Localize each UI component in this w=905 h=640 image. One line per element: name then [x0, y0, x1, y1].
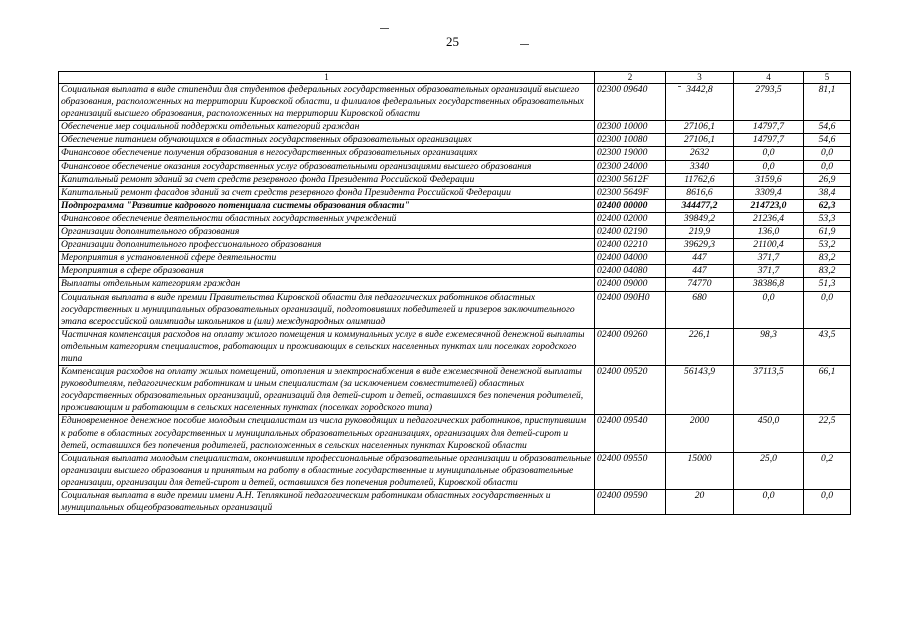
- table-row: [59, 328, 851, 365]
- row-name-cell: Финансовое обеспечение получения образования в негосударственных образовательных организациях: [59, 147, 595, 160]
- budget-table-body: [59, 72, 851, 515]
- column-header: 4: [734, 72, 804, 84]
- table-row: [59, 212, 851, 225]
- row-plan-cell: 15000: [666, 452, 734, 489]
- table-row: [59, 84, 851, 121]
- row-actual-cell: 98,3: [734, 328, 804, 365]
- row-code-cell: 02400 09550: [595, 452, 666, 489]
- row-actual-cell: 14797,7: [734, 134, 804, 147]
- row-code-cell: 02400 09260: [595, 328, 666, 365]
- row-percent-cell: 0,0: [804, 490, 851, 515]
- row-plan-cell: 680: [666, 291, 734, 328]
- row-code-cell: 02400 09590: [595, 490, 666, 515]
- row-plan-cell: 3442,8: [666, 84, 734, 121]
- page-number: 25: [446, 34, 459, 49]
- row-plan-cell: 447: [666, 265, 734, 278]
- table-row: [59, 265, 851, 278]
- row-code-cell: 02400 02000: [595, 212, 666, 225]
- row-percent-cell: 51,3: [804, 278, 851, 291]
- row-name-cell: Социальная выплата в виде премии имени А.Н. Теплякиной педагогическим работникам областных государственных и муниципальных общеобразовательных организаций: [59, 490, 595, 515]
- row-percent-cell: 83,2: [804, 252, 851, 265]
- row-plan-cell: 56143,9: [666, 366, 734, 415]
- row-plan-cell: 27106,1: [666, 121, 734, 134]
- row-name-cell: Мероприятия в сфере образования: [59, 265, 595, 278]
- row-code-cell: 02400 02210: [595, 239, 666, 252]
- row-name-cell: Обеспечение питанием обучающихся в областных государственных образовательных организациях: [59, 134, 595, 147]
- row-plan-cell: 11762,6: [666, 173, 734, 186]
- column-number-row: [59, 72, 851, 84]
- row-plan-cell: 2000: [666, 415, 734, 452]
- table-row: [59, 366, 851, 415]
- row-percent-cell: 53,3: [804, 212, 851, 225]
- row-name-cell: Финансовое обеспечение оказания государственных услуг образовательными организациями высшего образования: [59, 160, 595, 173]
- row-percent-cell: 54,6: [804, 121, 851, 134]
- column-header: 3: [666, 72, 734, 84]
- row-plan-cell: 219,9: [666, 226, 734, 239]
- budget-table: [58, 71, 851, 515]
- scan-mark: [520, 44, 529, 45]
- row-plan-cell: 344477,2: [666, 199, 734, 212]
- row-code-cell: 02400 00000: [595, 199, 666, 212]
- row-actual-cell: 14797,7: [734, 121, 804, 134]
- row-plan-cell: 8616,6: [666, 186, 734, 199]
- row-percent-cell: 0,0: [804, 147, 851, 160]
- row-name-cell: Социальная выплата в виде премии Правительства Кировской области для педагогических работников областных государственных и муниципальных образовательных организаций, подготовивших победителей и призеров заключительного этапа всероссийской олимпиады школьников и (или) международных олимпиад: [59, 291, 595, 328]
- scan-mark: [678, 86, 681, 87]
- table-row: [59, 415, 851, 452]
- row-actual-cell: 25,0: [734, 452, 804, 489]
- table-row: [59, 291, 851, 328]
- row-code-cell: 02400 09540: [595, 415, 666, 452]
- table-row: [59, 278, 851, 291]
- row-plan-cell: 39629,3: [666, 239, 734, 252]
- row-name-cell: Капитальный ремонт зданий за счет средств резервного фонда Президента Российской Федерации: [59, 173, 595, 186]
- row-percent-cell: 81,1: [804, 84, 851, 121]
- table-row: [59, 134, 851, 147]
- row-actual-cell: 21236,4: [734, 212, 804, 225]
- row-name-cell: Социальная выплата молодым специалистам, окончившим профессиональные образовательные организации и образовательные организации высшего образования и принятым на работу в областные государственные и муниципальные образовательные организации, организации для детей-сирот и детей, оставшихся без попечения родителей, Кировской области: [59, 452, 595, 489]
- row-code-cell: 02400 04000: [595, 252, 666, 265]
- table-row: [59, 147, 851, 160]
- table-row: [59, 226, 851, 239]
- row-percent-cell: 0,2: [804, 452, 851, 489]
- table-row: [59, 173, 851, 186]
- row-code-cell: 02300 10080: [595, 134, 666, 147]
- row-actual-cell: 0,0: [734, 490, 804, 515]
- row-actual-cell: 3159,6: [734, 173, 804, 186]
- row-code-cell: 02400 090Н0: [595, 291, 666, 328]
- row-actual-cell: 2793,5: [734, 84, 804, 121]
- row-plan-cell: 74770: [666, 278, 734, 291]
- row-percent-cell: 38,4: [804, 186, 851, 199]
- row-percent-cell: 66,1: [804, 366, 851, 415]
- scan-mark: [380, 28, 389, 29]
- row-plan-cell: 447: [666, 252, 734, 265]
- row-name-cell: Единовременное денежное пособие молодым специалистам из числа руководящих и педагогических работников, приступившим к работе в областных государственных и муниципальных образовательных организациях, организациях для детей-сирот и детей, оставшихся без попечения родителей, расположенных в сельских населенных пунктах Кировской области: [59, 415, 595, 452]
- row-code-cell: 02300 10000: [595, 121, 666, 134]
- row-name-cell: Организации дополнительного образования: [59, 226, 595, 239]
- row-actual-cell: 371,7: [734, 252, 804, 265]
- row-actual-cell: 214723,0: [734, 199, 804, 212]
- column-header: 2: [595, 72, 666, 84]
- row-name-cell: Финансовое обеспечение деятельности областных государственных учреждений: [59, 212, 595, 225]
- table-row: [59, 186, 851, 199]
- row-code-cell: 02400 09520: [595, 366, 666, 415]
- row-code-cell: 02300 24000: [595, 160, 666, 173]
- row-actual-cell: 38386,8: [734, 278, 804, 291]
- table-row: [59, 121, 851, 134]
- column-header: 5: [804, 72, 851, 84]
- row-name-cell: Капитальный ремонт фасадов зданий за счет средств резервного фонда Президента Российской Федерации: [59, 186, 595, 199]
- row-actual-cell: 21100,4: [734, 239, 804, 252]
- row-actual-cell: 0,0: [734, 147, 804, 160]
- row-code-cell: 02300 19000: [595, 147, 666, 160]
- row-name-cell: Организации дополнительного профессионального образования: [59, 239, 595, 252]
- row-code-cell: 02400 09000: [595, 278, 666, 291]
- row-actual-cell: 371,7: [734, 265, 804, 278]
- row-name-cell: Подпрограмма "Развитие кадрового потенциала системы образования области": [59, 199, 595, 212]
- row-code-cell: 02400 02190: [595, 226, 666, 239]
- row-name-cell: Обеспечение мер социальной поддержки отдельных категорий граждан: [59, 121, 595, 134]
- row-percent-cell: 22,5: [804, 415, 851, 452]
- row-code-cell: 02300 5649F: [595, 186, 666, 199]
- row-plan-cell: 27106,1: [666, 134, 734, 147]
- column-header: 1: [59, 72, 595, 84]
- row-percent-cell: 83,2: [804, 265, 851, 278]
- row-name-cell: Мероприятия в установленной сфере деятельности: [59, 252, 595, 265]
- table-row: [59, 239, 851, 252]
- row-percent-cell: 0,0: [804, 291, 851, 328]
- row-percent-cell: 61,9: [804, 226, 851, 239]
- row-percent-cell: 54,6: [804, 134, 851, 147]
- row-actual-cell: 37113,5: [734, 366, 804, 415]
- row-name-cell: Выплаты отдельным категориям граждан: [59, 278, 595, 291]
- row-actual-cell: 136,0: [734, 226, 804, 239]
- row-name-cell: Компенсация расходов на оплату жилых помещений, отопления и электроснабжения в виде ежемесячной денежной выплаты руководителям, педагогическим работникам и иным специалистам (за исключением совместителей) областных государственных образовательных организаций, организаций для детей-сирот и детей, оставшихся без попечения родителей, проживающим и работающим в сельских населенных пунктах (поселках городского типа): [59, 366, 595, 415]
- row-name-cell: Социальная выплата в виде стипендии для студентов федеральных государственных образовательных организаций высшего образования, расположенных на территории Кировской области, и филиалов федеральных государственных образовательных организаций высшего образования, расположенных на территории Кировской области: [59, 84, 595, 121]
- row-code-cell: 02300 09640: [595, 84, 666, 121]
- row-plan-cell: 20: [666, 490, 734, 515]
- table-row: [59, 160, 851, 173]
- table-row: [59, 490, 851, 515]
- row-plan-cell: 39849,2: [666, 212, 734, 225]
- row-percent-cell: 62,3: [804, 199, 851, 212]
- row-code-cell: 02300 5612F: [595, 173, 666, 186]
- row-plan-cell: 3340: [666, 160, 734, 173]
- row-name-cell: Частичная компенсация расходов на оплату жилого помещения и коммунальных услуг в виде ежемесячной денежной выплаты отдельным категориям специалистов, работающих и проживающих в сельских населенных пунктах или поселках городского типа: [59, 328, 595, 365]
- row-actual-cell: 0,0: [734, 291, 804, 328]
- row-plan-cell: 226,1: [666, 328, 734, 365]
- row-percent-cell: 0,0: [804, 160, 851, 173]
- row-actual-cell: 450,0: [734, 415, 804, 452]
- row-code-cell: 02400 04080: [595, 265, 666, 278]
- row-percent-cell: 53,2: [804, 239, 851, 252]
- row-plan-cell: 2632: [666, 147, 734, 160]
- table-row: [59, 252, 851, 265]
- row-actual-cell: 0,0: [734, 160, 804, 173]
- table-row: [59, 452, 851, 489]
- row-percent-cell: 43,5: [804, 328, 851, 365]
- table-row: [59, 199, 851, 212]
- row-percent-cell: 26,9: [804, 173, 851, 186]
- row-actual-cell: 3309,4: [734, 186, 804, 199]
